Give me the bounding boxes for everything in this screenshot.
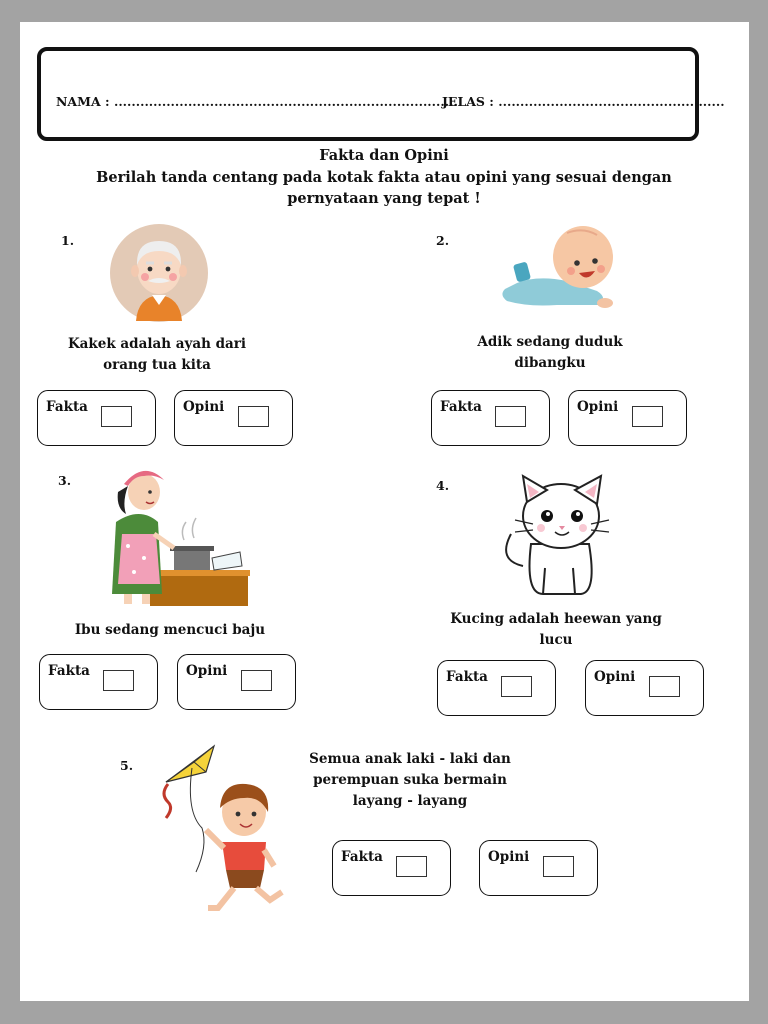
q1-opini-option[interactable]	[174, 390, 293, 446]
q4-opini-option[interactable]	[585, 660, 704, 716]
opini-label: Opini	[577, 399, 619, 415]
statement-line: Semua anak laki - laki dan	[309, 751, 511, 767]
statement-line: perempuan suka bermain	[313, 772, 507, 788]
q3-opini-checkbox[interactable]	[241, 670, 272, 691]
opini-label: Opini	[183, 399, 225, 415]
statement-line: orang tua kita	[103, 357, 211, 373]
statement-line: layang - layang	[352, 793, 468, 809]
q4-opini-checkbox[interactable]	[649, 676, 680, 697]
q3-fakta-checkbox[interactable]	[103, 670, 134, 691]
q5-fakta-checkbox[interactable]	[396, 856, 427, 877]
q5-opini-checkbox[interactable]	[543, 856, 574, 877]
q2-opini-option[interactable]	[568, 390, 687, 446]
question-5-statement	[300, 749, 520, 812]
grandfather-icon	[108, 225, 210, 321]
worksheet-title: Fakta dan Opini	[319, 147, 449, 164]
jelas-field[interactable]: JELAS : ....................................................	[442, 94, 725, 109]
statement-line: lucu	[539, 632, 573, 648]
q5-fakta-option[interactable]	[332, 840, 451, 896]
q3-fakta-option[interactable]	[39, 654, 158, 710]
q2-opini-checkbox[interactable]	[632, 406, 663, 427]
opini-label: Opini	[488, 849, 530, 865]
q2-fakta-checkbox[interactable]	[495, 406, 526, 427]
baby-icon	[497, 225, 621, 319]
q4-fakta-checkbox[interactable]	[501, 676, 532, 697]
statement-line: Kakek adalah ayah dari	[67, 336, 247, 352]
q2-fakta-option[interactable]	[431, 390, 550, 446]
cat-icon	[503, 474, 613, 598]
question-number: 2.	[436, 233, 450, 248]
question-2-statement	[450, 332, 650, 374]
instruction-line-2: pernyataan yang tepat !	[287, 190, 481, 207]
question-3-statement	[60, 620, 280, 641]
question-number: 5.	[120, 758, 134, 773]
statement-line: Kucing adalah heewan yang	[450, 611, 662, 627]
question-1-statement	[57, 334, 257, 376]
q1-opini-checkbox[interactable]	[238, 406, 269, 427]
opini-label: Opini	[594, 669, 636, 685]
statement-line: dibangku	[514, 355, 586, 371]
instruction-line-1: Berilah tanda centang pada kotak fakta atau opini yang sesuai dengan	[96, 169, 672, 186]
fakta-label: Fakta	[440, 399, 482, 415]
nama-field[interactable]: NAMA : ...............................................................................	[56, 94, 458, 109]
question-4-statement	[446, 609, 666, 651]
q1-fakta-option[interactable]	[37, 390, 156, 446]
fakta-label: Fakta	[48, 663, 90, 679]
q3-opini-option[interactable]	[177, 654, 296, 710]
question-number: 3.	[58, 473, 72, 488]
q4-fakta-option[interactable]	[437, 660, 556, 716]
boy-kite-icon	[156, 742, 290, 918]
fakta-label: Fakta	[341, 849, 383, 865]
statement-line: Ibu sedang mencuci baju	[74, 622, 266, 638]
mother-cooking-icon	[104, 462, 252, 606]
question-number: 1.	[61, 233, 75, 248]
opini-label: Opini	[186, 663, 228, 679]
fakta-label: Fakta	[446, 669, 488, 685]
statement-line: Adik sedang duduk	[477, 334, 623, 350]
q1-fakta-checkbox[interactable]	[101, 406, 132, 427]
question-number: 4.	[436, 478, 450, 493]
fakta-label: Fakta	[46, 399, 88, 415]
q5-opini-option[interactable]	[479, 840, 598, 896]
